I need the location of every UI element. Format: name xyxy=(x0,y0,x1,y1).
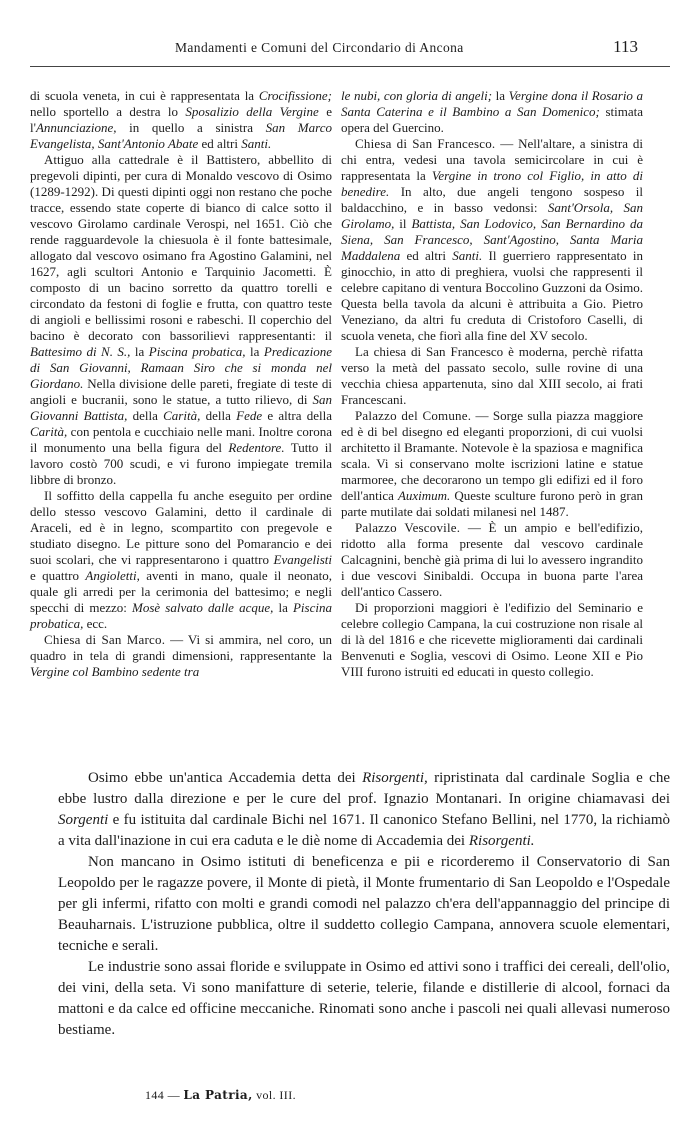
body-text: in quello a sinistra xyxy=(116,120,266,135)
italic-text: Redentore. xyxy=(228,440,285,455)
right-column-paragraph xyxy=(341,88,643,136)
running-title: Mandamenti e Comuni del Circondario di Ancona xyxy=(175,40,464,55)
italic-text: Vergine in trono col Figlio, in atto di benedire. xyxy=(341,168,643,199)
italic-text: Evangelisti xyxy=(273,552,332,567)
right-column-paragraph xyxy=(341,520,643,600)
italic-text: Mosè salvato dalle acque, xyxy=(132,600,274,615)
left-column-paragraph xyxy=(30,152,332,488)
body-text: — Sorge sulla piazza maggiore ed è di bel disegno ed eleganti proporzioni, di cui vuolsi architetto il Bramante. Notevole è la spaziosa e magnifica scala. Vi si conservano molte iscrizioni latine e statue marmoree, che decorarono un tempo gli edifizi ed il foro dell'antica xyxy=(341,408,643,503)
right-column-paragraph xyxy=(341,344,643,408)
section-label: Palazzo Vescovile. xyxy=(355,520,461,535)
italic-text: Risorgenti. xyxy=(468,833,535,849)
italic-text: Auximum. xyxy=(397,488,451,503)
italic-text: Fede xyxy=(236,408,263,423)
italic-text: Piscina probatica, xyxy=(30,600,332,631)
page-footer xyxy=(145,1088,296,1103)
body-text: della xyxy=(127,408,164,423)
body-text: stimata opera del Guercino. xyxy=(341,104,644,135)
italic-text: Sant'Orsola, San Girolamo, xyxy=(341,200,643,231)
italic-text: Carità, xyxy=(30,424,68,439)
body-text: — È un ampio e bell'edifizio, ridotto alla forma presente dal vescovo cardinale Calcagnini, benchè già prima di lui lo avessero ingrandito i due vescovi Sinibaldi. Occupa in buona parte l'area dell'antico Cassero. xyxy=(341,520,644,599)
italic-text: Risorgenti, xyxy=(362,770,428,786)
body-text: ed altri xyxy=(400,248,453,263)
italic-text: le nubi, con gloria di angeli; xyxy=(341,88,493,103)
body-text: e l' xyxy=(30,104,332,135)
italic-text: Santi. xyxy=(241,136,272,151)
italic-text: Santi. xyxy=(452,248,483,263)
body-text: ed altri xyxy=(198,136,242,151)
italic-text: Carità, xyxy=(163,408,201,423)
full-width-paragraph xyxy=(58,768,670,852)
italic-text: Battesimo di N. S., xyxy=(30,344,131,359)
header-rule xyxy=(30,66,670,67)
left-column-paragraph xyxy=(30,488,332,632)
body-text: della xyxy=(200,408,237,423)
full-width-text xyxy=(58,768,670,1041)
body-text: aventi in mano, quale il neonato, quale gli arredi per la cerimonia del battesimo; e negli specchi di mezzo: xyxy=(30,568,332,615)
series-title: La Patria, xyxy=(183,1088,253,1102)
body-text: e fu istituita dal cardinale Bichi nel 1671. Il canonico Stefano Bellini, nel 1770, la richiamò a vita dall'inazione in cui era caduta e le diè nome di Accademia dei xyxy=(58,812,670,849)
right-column-paragraph xyxy=(341,408,643,520)
left-column-paragraph xyxy=(30,88,332,152)
body-text: il xyxy=(394,216,412,231)
body-text: Di proporzioni maggiori è l'edifizio del Seminario e celebre collegio Campana, la cui costruzione non risale al di là del 1816 e che ricevette miglioramenti dai cardinali Benvenuti e Soglia, vescovi di Osimo. Leone XII e Pio VIII furono istruiti ed educati in questo collegio. xyxy=(341,600,643,679)
italic-text: Vergine dona il Rosario a Santa Caterina e il Bambino a San Domenico; xyxy=(341,88,644,119)
body-text: ecc. xyxy=(83,616,108,631)
italic-text: Vergine col Bambino sedente tra xyxy=(30,664,200,679)
body-text: ripristinata dal cardinale Soglia e che ebbe lustro dalla direzione e per le cure del prof. Ignazio Montanari. In origine chiamavasi dei xyxy=(58,770,670,807)
body-text: Il guerriero rappresentato in ginocchio, in atto di preghiera, vuolsi che rappresenti il celebre capitano di ventura Boccolino Guzzoni da Osimo. Questa bella tavola da alcuni è attribuita a Gio. Pietro Veneziano, da altri fu creduta di Cristoforo Caselli, di scuola veneta, che fiorì alla fine del XV secolo. xyxy=(341,248,643,343)
italic-text: San Marco Evangelista, Sant'Antonio Abate xyxy=(30,120,332,151)
right-column xyxy=(341,88,643,680)
body-text: la xyxy=(245,344,264,359)
body-text: Tutto il lavoro costò 700 scudi, e vi furono impiegate tremila libbre di bronzo. xyxy=(30,440,332,487)
italic-text: Annunciazione, xyxy=(35,120,117,135)
body-text: — Vi si ammira, nel coro, un quadro in tela di grandi dimensioni, rappresentante la xyxy=(30,632,333,663)
italic-text: Angioletti, xyxy=(85,568,140,583)
body-text: — Nell'altare, a sinistra di chi entra, vedesi una tavola semicircolare in cui è rappresentata la xyxy=(341,136,643,183)
body-text: di scuola veneta, in cui è rappresentata la xyxy=(30,88,259,103)
section-label: Chiesa di San Francesco. xyxy=(355,136,496,151)
italic-text: Piscina probatica, xyxy=(148,344,246,359)
italic-text: San Giovanni Battista, xyxy=(30,392,332,423)
italic-text: Sposalizio della Vergine xyxy=(185,104,319,119)
body-text: nello sportello a destra lo xyxy=(30,104,186,119)
section-label: Chiesa di San Marco. xyxy=(44,632,166,647)
section-label: Palazzo del Comune. xyxy=(355,408,472,423)
left-column xyxy=(30,88,332,680)
body-text: In alto, due angeli tengono sospeso il baldacchino, e in basso vedonsi: xyxy=(341,184,643,215)
body-text: Nella divisione delle pareti, fregiate di teste di angioli e bucranii, sono le statue, a tutto rilievo, di xyxy=(30,376,332,407)
italic-text: Crocifissione; xyxy=(258,88,332,103)
body-text: La chiesa di San Francesco è moderna, perchè rifatta verso la metà del passato secolo, sulle rovine di una vecchia chiesa appartenuta, sino dal XIII secolo, ai frati Francescani. xyxy=(341,344,643,407)
body-text: Queste sculture furono però in gran parte mutilate dai soldati milanesi nel 1487. xyxy=(341,488,643,519)
body-text: con pentola e cucchiaio nelle mani. Inoltre corona il monumento una bella figura del xyxy=(30,424,332,455)
body-text: Non mancano in Osimo istituti di beneficenza e pii e ricorderemo il Conservatorio di San Leopoldo per le ragazze povere, il Monte di pietà, il Monte frumentario di San Leopoldo e l'Ospedale per gli infermi, rifatto con molti e grandi comodi nel palazzo ch'era dell'appannaggio del principe di Beauharnais. L'istruzione pubblica, oltre il suddetto collegio Campana, annovera scuole elementari, tecniche e serali. xyxy=(58,854,670,954)
body-text: e quattro xyxy=(30,568,86,583)
volume-label: vol. III. xyxy=(256,1088,296,1102)
left-column-paragraph xyxy=(30,632,332,680)
body-text: e altra della xyxy=(262,408,332,423)
right-column-paragraph xyxy=(341,136,643,344)
full-width-paragraph xyxy=(58,957,670,1041)
body-text: la xyxy=(492,88,509,103)
body-text: Attiguo alla cattedrale è il Battistero, abbellito di pregevoli dipinti, per cura di Monaldo vescovo di Osimo (1289-1292). Di questi dipinti oggi non restano che poche tracce, essendo state coperte di bianco di calce sotto il vescovo Girolamo cardinale Verospi, nel 1651. Ciò che rende ragguardevole la chiesuola è il fonte battesimale, allogato dal vescovo osimano fra Agostino Galamini, nel 1627, agli scultori Antonio e Tarquinio Jacometti. È composto di un bacino sorretto da quattro torelli e circondato da festoni di foglie e frutta, con quattro teste di angioli e bellissimi rosoni e rabeschi. Il coperchio del bacino è decorato con bassorilievi rappresentanti: il xyxy=(30,152,332,343)
italic-text: Predicazione di San Giovanni, Ramaan Siro che si monda nel Giordano. xyxy=(30,344,332,391)
right-column-paragraph xyxy=(341,600,643,680)
body-text: la xyxy=(273,600,293,615)
signature-mark: 144 — xyxy=(145,1088,180,1102)
body-text: la xyxy=(130,344,149,359)
italic-text: Battista, San Lodovico, San Bernardino da Siena, San Francesco, Sant'Agostino, Santa Maria Maddalena xyxy=(341,216,643,263)
italic-text: Sorgenti xyxy=(58,812,109,828)
body-text: Il soffitto della cappella fu anche eseguito per ordine dello stesso vescovo Galamini, detto il cardinale di Araceli, ed è in legno, scompartito con pregevole e studiato disegno. Le pitture sono del Pomarancio e dei suoi scolari, che vi rappresentarono i quattro xyxy=(30,488,332,567)
full-width-paragraph xyxy=(58,852,670,957)
body-text: Le industrie sono assai floride e sviluppate in Osimo ed attivi sono i traffici dei cereali, dell'olio, dei vini, della seta. Vi sono manifatture di seterie, telerie, filande e distillerie di alcool, fornaci da mattoni e da calce ed officine meccaniche. Rinomati sono anche i pascoli nei quali allevasi numeroso bestiame. xyxy=(58,959,670,1038)
page-number: 113 xyxy=(613,37,638,56)
body-text: Osimo ebbe un'antica Accademia detta dei xyxy=(88,770,363,786)
